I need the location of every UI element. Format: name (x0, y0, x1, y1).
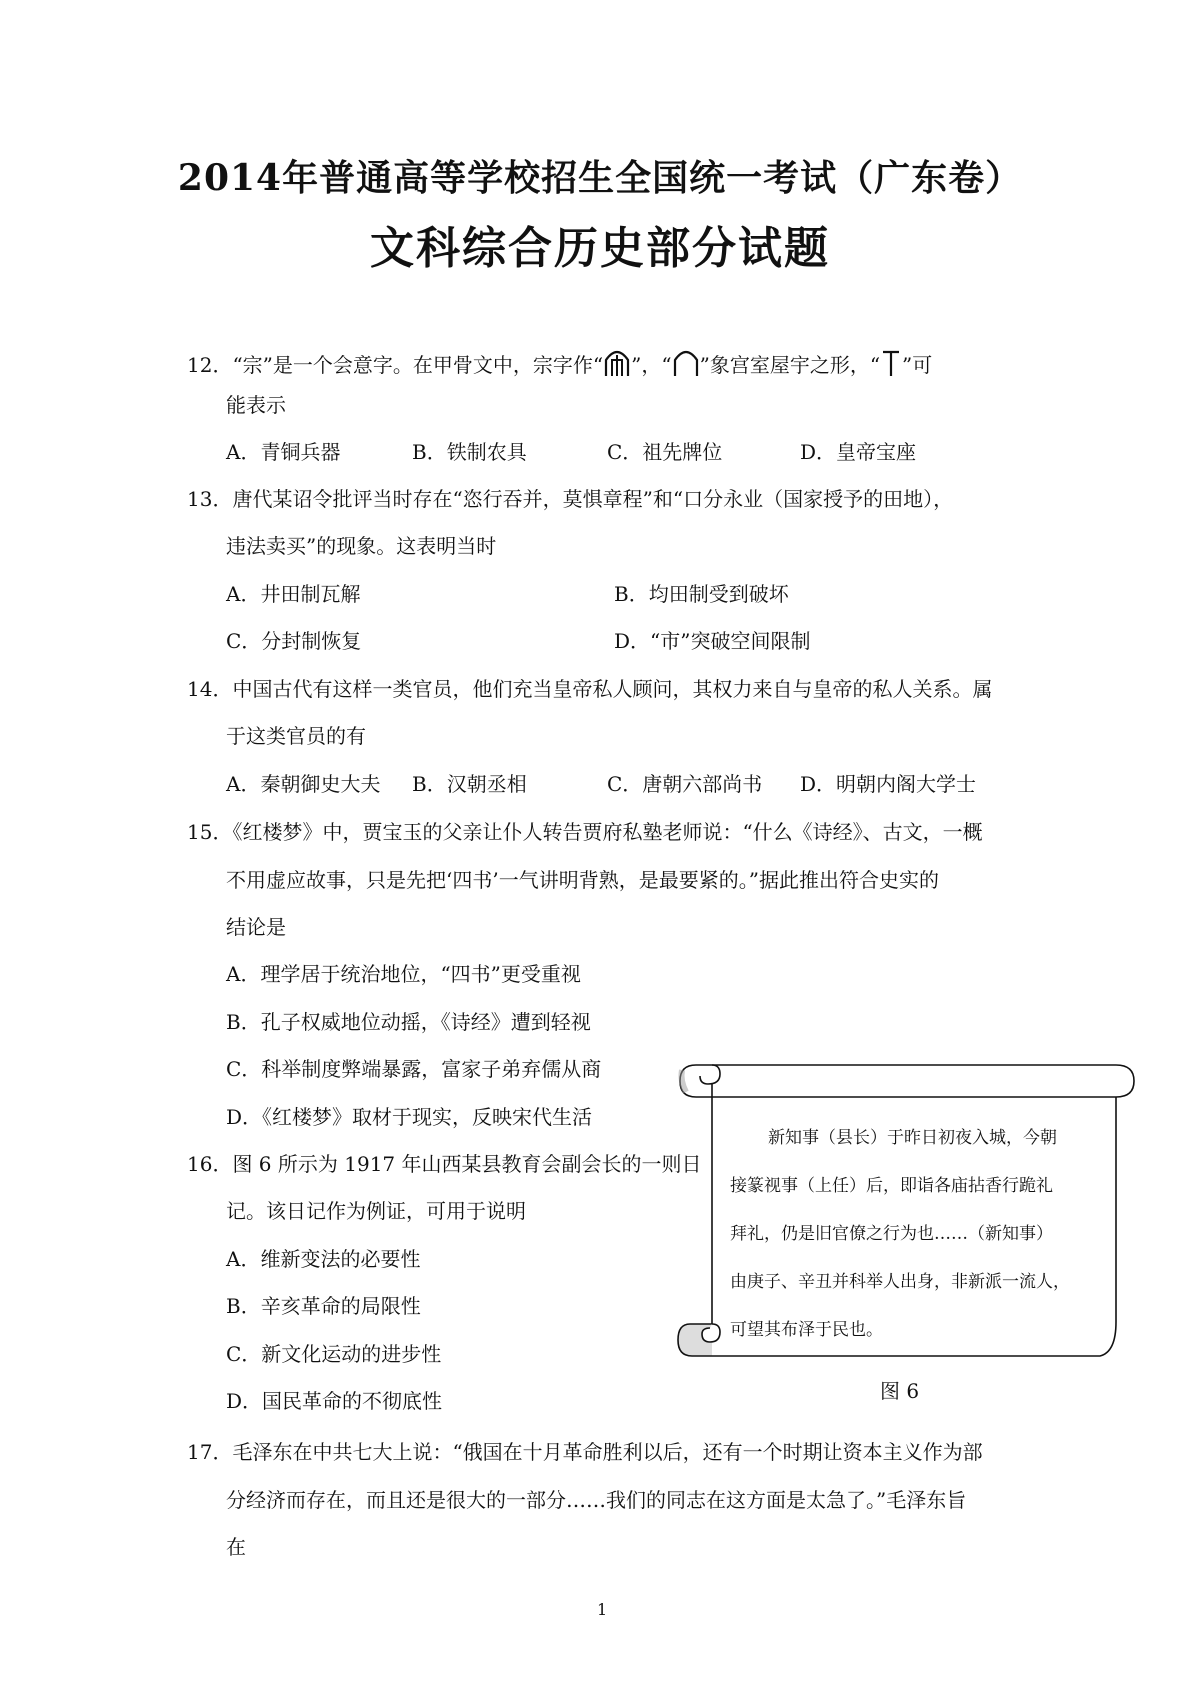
option-a: A．青铜兵器 (226, 440, 341, 464)
option-d: D．明朝内阁大学士 (800, 772, 977, 796)
question-number: 12． (187, 353, 233, 377)
question-12 (187, 346, 932, 387)
option-d: D．国民革命的不彻底性 (226, 1389, 443, 1413)
option-b: B．铁制农具 (412, 440, 527, 464)
oracle-bone-roof-icon (672, 346, 700, 387)
diary-line: 拜礼，仍是旧官僚之行为也……（新知事） (730, 1224, 1053, 1244)
question-text: ”，“ (631, 353, 672, 377)
question-15-continued: 不用虚应故事，只是先把‘四书’一气讲明背熟，是最要紧的。”据此推出符合史实的 (226, 868, 939, 892)
exam-subtitle: 文科综合历史部分试题 (370, 223, 830, 274)
question-15 (187, 818, 983, 846)
option-d: D．“市”突破空间限制 (614, 629, 811, 653)
question-17 (187, 1438, 983, 1466)
option-d: D．皇帝宝座 (800, 440, 917, 464)
oracle-bone-zong-icon (603, 346, 631, 387)
question-number: 14． (187, 677, 233, 701)
question-17-continued: 在 (226, 1535, 246, 1559)
question-text: ”象宫室屋宇之形，“ (699, 353, 881, 377)
option-a: A．维新变法的必要性 (226, 1247, 421, 1271)
diary-line: 可望其布泽于民也。 (730, 1320, 883, 1340)
question-number: 17． (187, 1440, 233, 1464)
oracle-bone-altar-icon (880, 346, 902, 387)
question-15-continued: 结论是 (226, 915, 286, 939)
option-c: C．新文化运动的进步性 (226, 1342, 442, 1366)
figure-6-scroll (676, 1062, 1140, 1362)
question-16 (187, 1150, 702, 1178)
exam-title: 2014年普通高等学校招生全国统一考试（广东卷） (177, 157, 1023, 199)
option-b: B．孔子权威地位动摇，《诗经》遭到轻视 (226, 1010, 591, 1034)
diary-line: 新知事（县长）于昨日初夜入城，今朝 (768, 1128, 1057, 1148)
question-number: 16． (187, 1152, 233, 1176)
question-text: 唐代某诏令批评当时存在“恣行吞并，莫惧章程”和“口分永业（国家授予的田地）， (232, 487, 954, 511)
option-d: D．《红楼梦》取材于现实，反映宋代生活 (226, 1105, 593, 1129)
option-a: A．秦朝御史大夫 (226, 772, 381, 796)
question-text: “宗”是一个会意字。在甲骨文中，宗字作“ (232, 353, 604, 377)
option-a: A．井田制瓦解 (226, 582, 361, 606)
option-b: B．均田制受到破坏 (614, 582, 789, 606)
question-number: 13． (187, 487, 233, 511)
question-text: 中国古代有这样一类官员，他们充当皇帝私人顾问，其权力来自与皇帝的私人关系。属 (232, 677, 993, 701)
question-14 (187, 675, 992, 703)
option-a: A．理学居于统治地位，“四书”更受重视 (226, 962, 581, 986)
question-text: 图 6 所示为 1917 年山西某县教育会副会长的一则日 (232, 1152, 702, 1176)
option-c: C．唐朝六部尚书 (607, 772, 763, 796)
option-c: C．分封制恢复 (226, 629, 362, 653)
option-b: B．汉朝丞相 (412, 772, 527, 796)
diary-line: 由庚子、辛丑并科举人出身，非新派一流人， (730, 1272, 1070, 1292)
option-c: C．科举制度弊端暴露，富家子弟弃儒从商 (226, 1057, 602, 1081)
question-16-continued: 记。该日记作为例证，可用于说明 (226, 1199, 526, 1223)
figure-caption: 图 6 (880, 1379, 920, 1403)
question-13 (187, 485, 953, 513)
question-13-continued: 违法卖买”的现象。这表明当时 (226, 534, 497, 558)
question-14-continued: 于这类官员的有 (226, 724, 366, 748)
question-17-continued: 分经济而存在，而且还是很大的一部分……我们的同志在这方面是太急了。”毛泽东旨 (226, 1488, 967, 1512)
question-text: ”可 (902, 353, 933, 377)
question-text: 《红楼梦》中，贾宝玉的父亲让仆人转告贾府私塾老师说：“什么《诗经》、古文，一概 (232, 820, 983, 844)
question-number: 15． (187, 820, 233, 844)
diary-line: 接篆视事（上任）后，即诣各庙拈香行跪礼 (730, 1176, 1053, 1196)
option-b: B．辛亥革命的局限性 (226, 1294, 421, 1318)
scroll-frame (676, 1062, 1140, 1362)
page-number: 1 (597, 1600, 608, 1619)
question-text: 毛泽东在中共七大上说：“俄国在十月革命胜利以后，还有一个时期让资本主义作为部 (232, 1440, 983, 1464)
option-c: C．祖先牌位 (607, 440, 723, 464)
question-12-continued: 能表示 (226, 393, 286, 417)
